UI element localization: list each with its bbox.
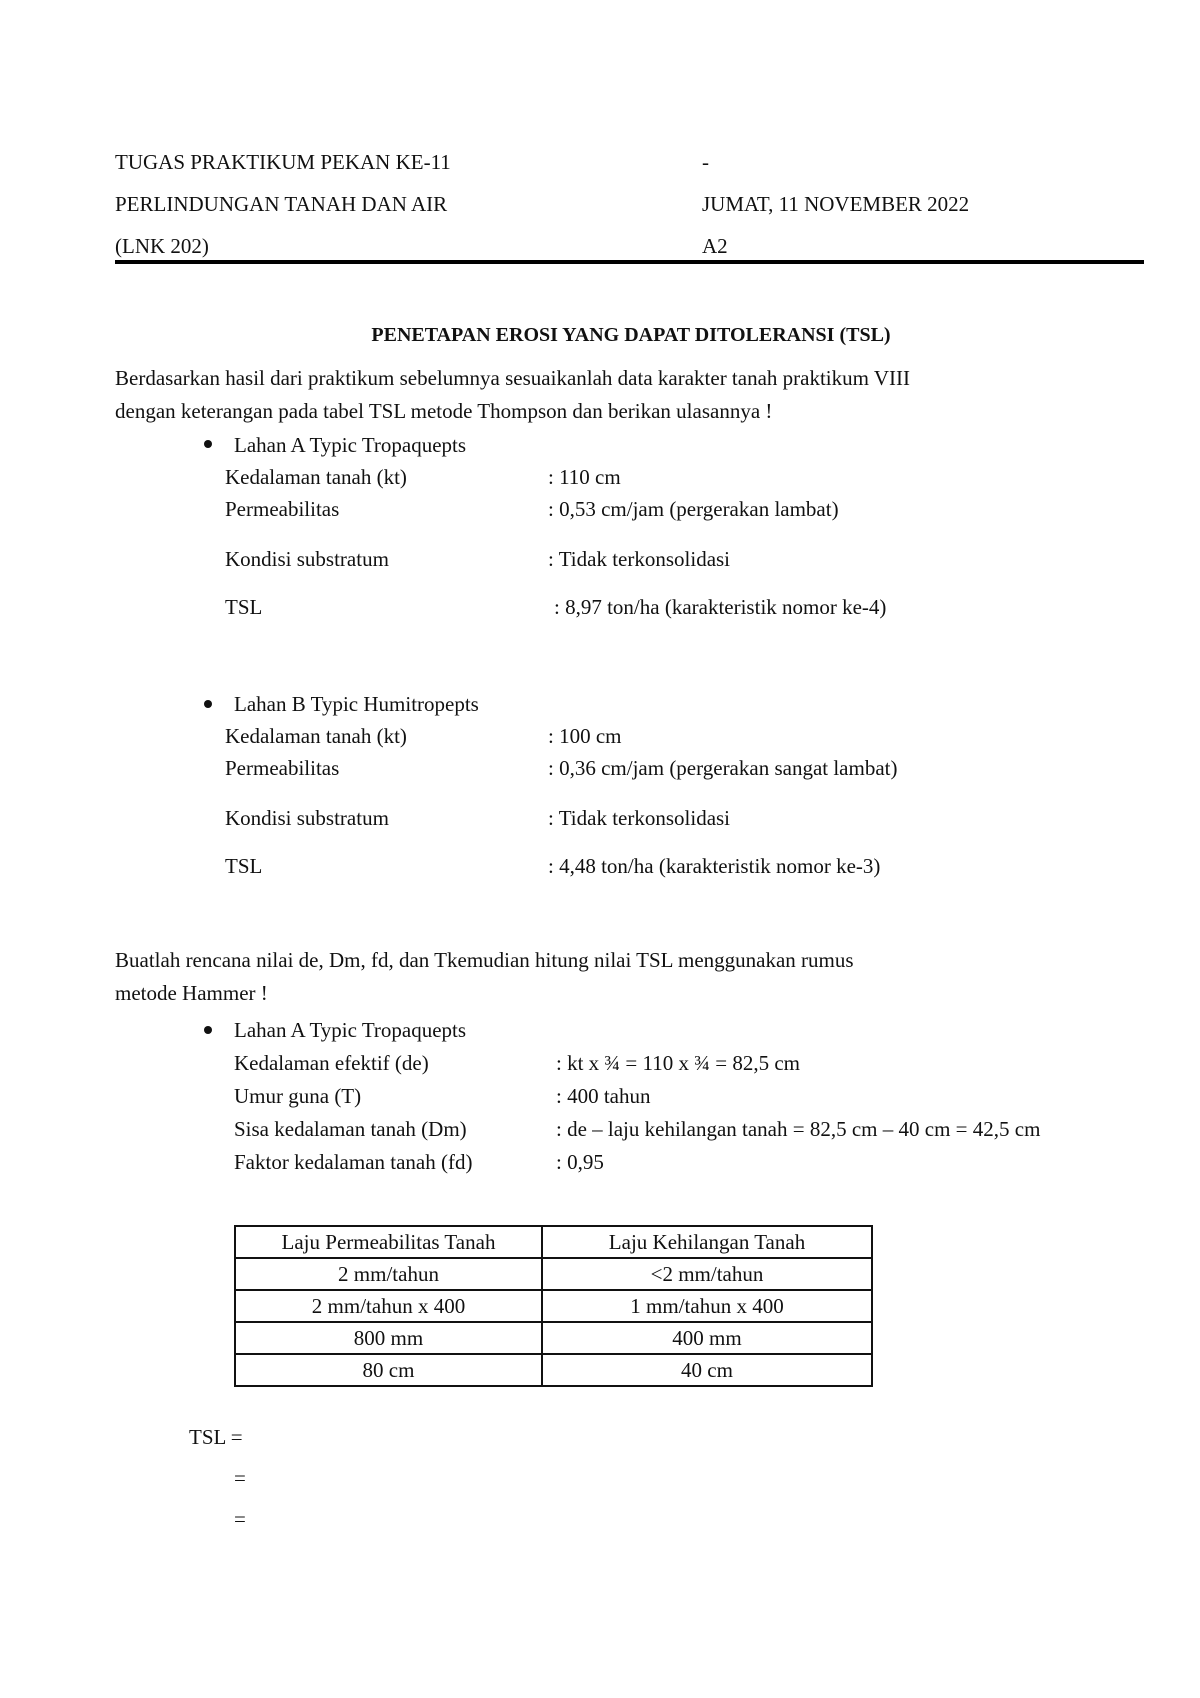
hammer-a-value-fd: : 0,95 xyxy=(556,1150,604,1174)
hammer-intro-line-1: Buatlah rencana nilai de, Dm, fd, dan Tkemudian hitung nilai TSL menggunakan rumus xyxy=(115,948,854,972)
table-row xyxy=(235,1354,872,1386)
land-a-label-permeability: Permeabilitas xyxy=(225,497,340,521)
hammer-a-heading: Lahan A Typic Tropaquepts xyxy=(234,1018,467,1042)
land-a-heading: Lahan A Typic Tropaquepts xyxy=(234,433,467,457)
hammer-a-label-dm: Sisa kedalaman tanah (Dm) xyxy=(234,1117,467,1141)
hammer-a-value-t: : 400 tahun xyxy=(556,1084,651,1108)
table-cell: 2 mm/tahun x 400 xyxy=(235,1290,542,1322)
land-a-label-depth: Kedalaman tanah (kt) xyxy=(225,465,407,489)
table-cell: 800 mm xyxy=(235,1322,542,1354)
land-a-value-tsl: : 8,97 ton/ha (karakteristik nomor ke-4) xyxy=(554,595,887,619)
table-header-loss: Laju Kehilangan Tanah xyxy=(542,1226,872,1258)
header-date: JUMAT, 11 NOVEMBER 2022 xyxy=(702,192,970,216)
hammer-a-value-de: : kt x ¾ = 110 x ¾ = 82,5 cm xyxy=(556,1051,800,1075)
hammer-a-label-de: Kedalaman efektif (de) xyxy=(234,1051,429,1075)
intro-line-2: dengan keterangan pada tabel TSL metode Thompson dan berikan ulasannya ! xyxy=(115,399,773,423)
intro-line-1: Berdasarkan hasil dari praktikum sebelumnya sesuaikanlah data karakter tanah praktikum VIII xyxy=(115,366,910,390)
table-cell: 80 cm xyxy=(235,1354,542,1386)
tsl-formula-line-2: = xyxy=(234,1466,246,1490)
table-row xyxy=(235,1322,872,1354)
hammer-a-value-dm: : de – laju kehilangan tanah = 82,5 cm – 40 cm = 42,5 cm xyxy=(556,1117,1041,1141)
table-header-row xyxy=(235,1226,872,1258)
tsl-formula-line-1: TSL = xyxy=(189,1425,243,1449)
land-a-label-substratum: Kondisi substratum xyxy=(225,547,389,571)
table-cell: 40 cm xyxy=(542,1354,872,1386)
table-row xyxy=(235,1290,872,1322)
land-b-label-substratum: Kondisi substratum xyxy=(225,806,389,830)
header-course-name: PERLINDUNGAN TANAH DAN AIR xyxy=(115,192,448,216)
tsl-formula-line-3: = xyxy=(234,1507,246,1531)
header-dash: - xyxy=(702,150,709,174)
land-a-value-depth: : 110 cm xyxy=(548,465,621,489)
land-a-value-substratum: : Tidak terkonsolidasi xyxy=(548,547,731,571)
table-cell: 2 mm/tahun xyxy=(235,1258,542,1290)
land-a-label-tsl: TSL xyxy=(225,595,263,619)
header-course-title: TUGAS PRAKTIKUM PEKAN KE-11 xyxy=(115,150,451,174)
table-cell: 1 mm/tahun x 400 xyxy=(542,1290,872,1322)
bullet-icon xyxy=(204,1026,212,1034)
soil-loss-table xyxy=(234,1225,873,1387)
table-row xyxy=(235,1258,872,1290)
header-class: A2 xyxy=(702,234,728,258)
land-b-value-substratum: : Tidak terkonsolidasi xyxy=(548,806,731,830)
land-b-label-depth: Kedalaman tanah (kt) xyxy=(225,724,407,748)
table-cell: <2 mm/tahun xyxy=(542,1258,872,1290)
land-b-value-depth: : 100 cm xyxy=(548,724,622,748)
header-divider xyxy=(115,260,1144,264)
hammer-a-label-t: Umur guna (T) xyxy=(234,1084,362,1108)
page-title: PENETAPAN EROSI YANG DAPAT DITOLERANSI (TSL) xyxy=(371,324,891,346)
land-b-heading: Lahan B Typic Humitropepts xyxy=(234,692,479,716)
land-b-label-tsl: TSL xyxy=(225,854,263,878)
table-header-permeability: Laju Permeabilitas Tanah xyxy=(235,1226,542,1258)
land-a-value-permeability: : 0,53 cm/jam (pergerakan lambat) xyxy=(548,497,839,521)
header-course-code: (LNK 202) xyxy=(115,234,209,258)
bullet-icon xyxy=(204,700,212,708)
bullet-icon xyxy=(204,440,212,448)
land-b-value-permeability: : 0,36 cm/jam (pergerakan sangat lambat) xyxy=(548,756,898,780)
table-cell: 400 mm xyxy=(542,1322,872,1354)
land-b-label-permeability: Permeabilitas xyxy=(225,756,340,780)
land-b-value-tsl: : 4,48 ton/ha (karakteristik nomor ke-3) xyxy=(548,854,881,878)
hammer-a-label-fd: Faktor kedalaman tanah (fd) xyxy=(234,1150,473,1174)
hammer-intro-line-2: metode Hammer ! xyxy=(115,981,268,1005)
